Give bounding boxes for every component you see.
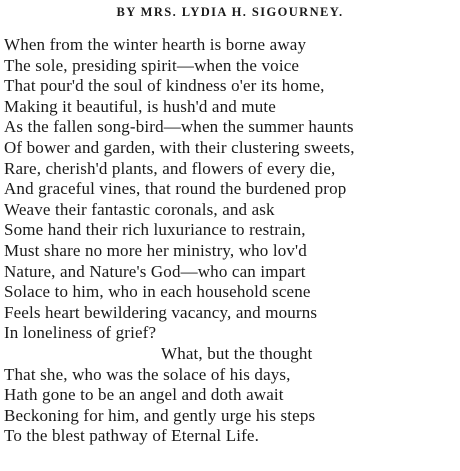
poem-body	[4, 35, 458, 447]
poem-line: As the fallen song-bird—when the summer haunts	[4, 117, 354, 137]
poem-line: And graceful vines, that round the burdened prop	[4, 179, 347, 199]
poem-line: Feels heart bewildering vacancy, and mourns	[4, 302, 318, 322]
poem-line: In loneliness of grief?	[4, 323, 157, 343]
poem-line: Some hand their rich luxuriance to restrain,	[4, 220, 306, 240]
poem-line: Hath gone to be an angel and doth await	[4, 385, 284, 405]
poem-line: Weave their fantastic coronals, and ask	[4, 199, 275, 219]
poem-line: That pour'd the soul of kindness o'er its home,	[4, 76, 325, 96]
poem-line: The sole, presiding spirit—when the voice	[4, 55, 300, 75]
poem-line: Rare, cherish'd plants, and flowers of every die,	[4, 158, 336, 178]
poem-line: Beckoning for him, and gently urge his steps	[4, 405, 316, 425]
poem-line: What, but the thought	[161, 343, 313, 363]
poem-line: When from the winter hearth is borne away	[4, 35, 307, 54]
poem-line: Making it beautiful, is hush'd and mute	[4, 96, 276, 116]
poem-line: That she, who was the solace of his days,	[4, 364, 291, 384]
poem-line: Of bower and garden, with their clustering sweets,	[4, 137, 355, 157]
poem-line: Must share no more her ministry, who lov'd	[4, 240, 307, 260]
author-byline: BY MRS. LYDIA H. SIGOURNEY.	[116, 5, 344, 19]
poem-line: Nature, and Nature's God—who can impart	[4, 261, 306, 281]
poem-line: Solace to him, who in each household scene	[4, 282, 311, 302]
poem-line: To the blest pathway of Eternal Life.	[4, 426, 260, 446]
